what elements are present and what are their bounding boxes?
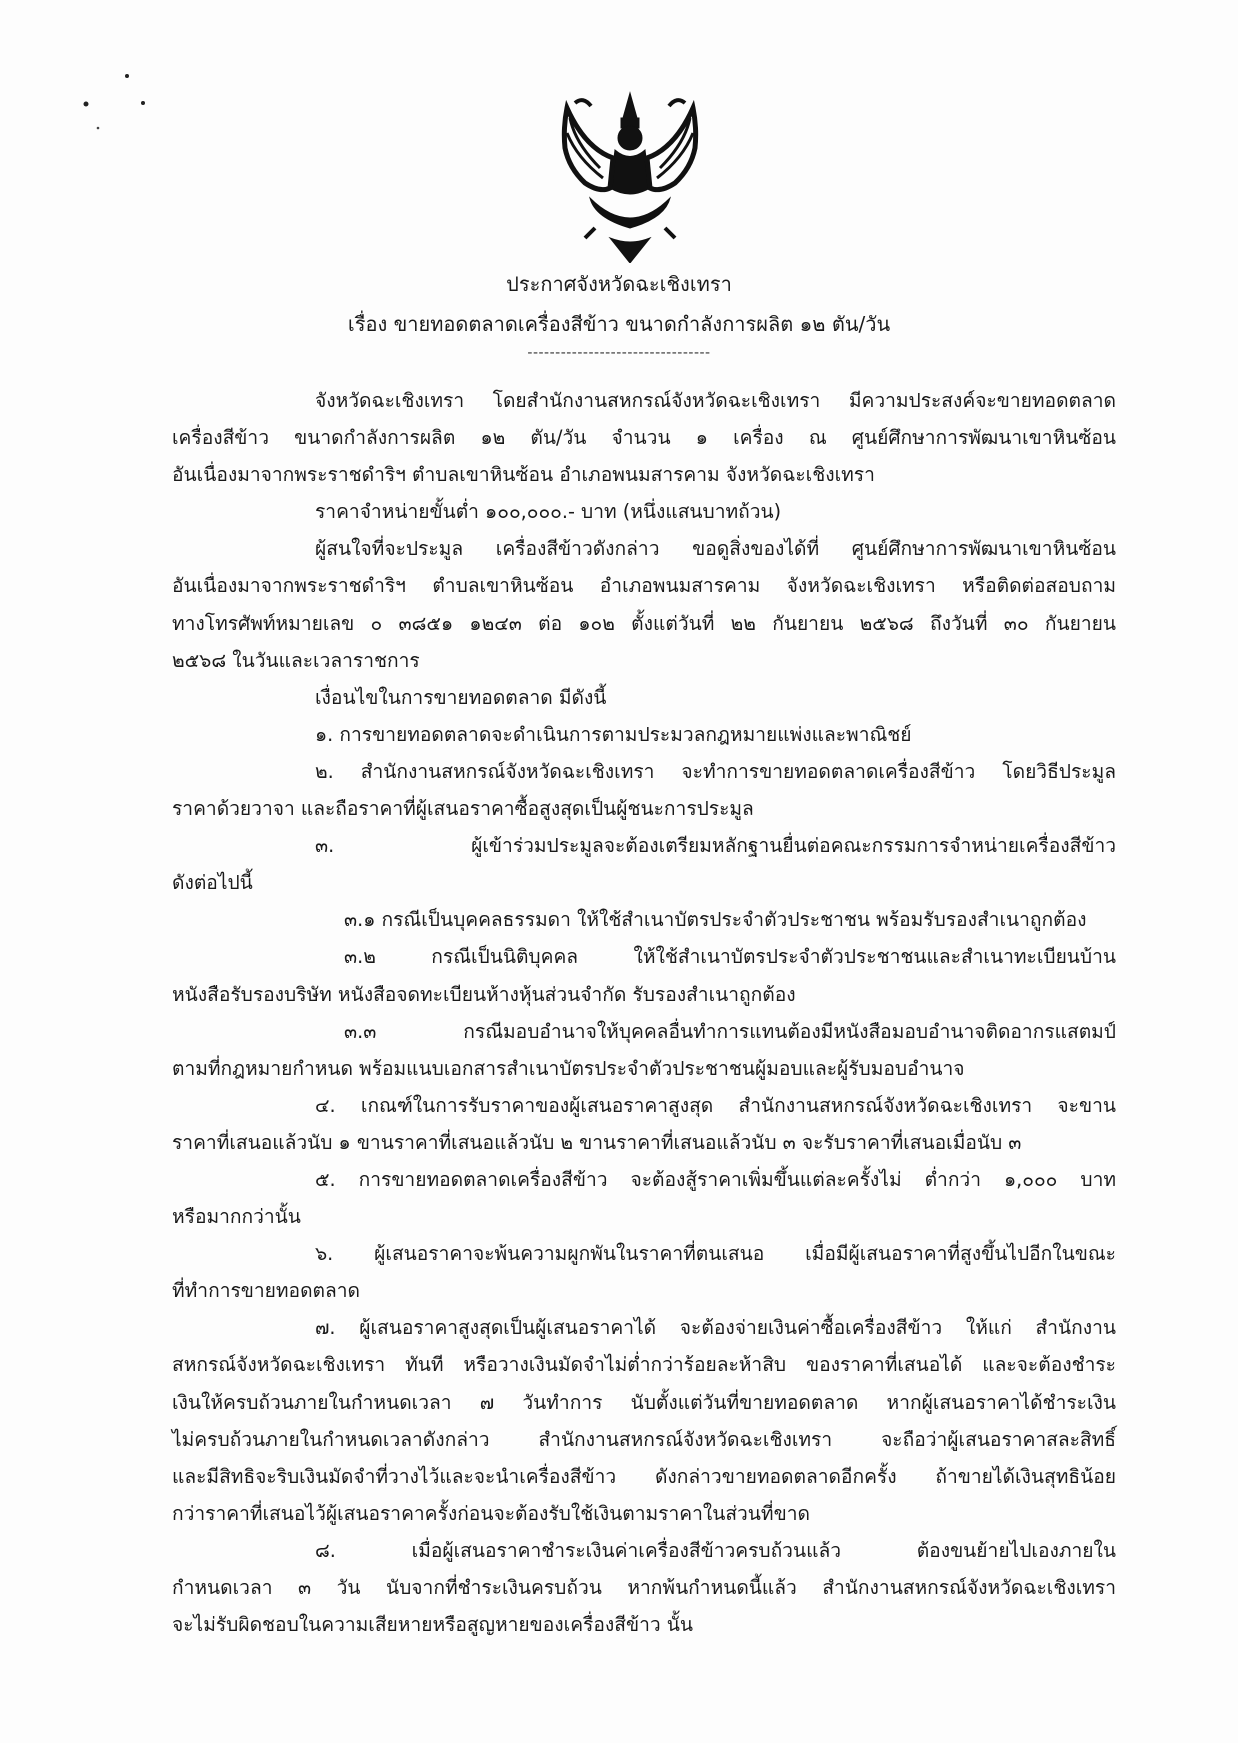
body-line: อันเนื่องมาจากพระราชดำริฯ ตำบลเขาหินซ้อน อำเภอพนมสารคาม จังหวัดฉะเชิงเทรา — [172, 463, 875, 487]
garuda-emblem-icon — [555, 88, 705, 263]
minimum-price: ราคาจำหน่ายขั้นต่ำ ๑๐๐,๐๐๐.- บาท (หนึ่งแสนบาทถ้วน) — [315, 500, 782, 524]
condition-2: ๒. สำนักงานสหกรณ์จังหวัดฉะเชิงเทรา จะทำการขายทอดตลาดเครื่องสีข้าว โดยวิธีประมูล — [315, 759, 1116, 783]
body-line: ผู้สนใจที่จะประมูล เครื่องสีข้าวดังกล่าว ขอดูสิ่งของได้ที่ ศูนย์ศึกษาการพัฒนาเขาหินซ้อน — [315, 537, 1116, 561]
condition-8: ๘. เมื่อผู้เสนอราคาชำระเงินค่าเครื่องสีข้าวครบถ้วนแล้ว ต้องขนย้ายไปเองภายใน — [315, 1538, 1116, 1562]
body-line: จังหวัดฉะเชิงเทรา โดยสำนักงานสหกรณ์จังหวัดฉะเชิงเทรา มีความประสงค์จะขายทอดตลาด — [315, 389, 1116, 412]
body-line: ๒๕๖๘ ในวันและเวลาราชการ — [172, 648, 420, 672]
conditions-heading: เงื่อนไขในการขายทอดตลาด มีดังนี้ — [315, 685, 607, 709]
condition-3-2-cont: หนังสือรับรองบริษัท หนังสือจดทะเบียนห้างหุ้นส่วนจำกัด รับรองสำเนาถูกต้อง — [172, 982, 796, 1006]
condition-3-1: ๓.๑ กรณีเป็นบุคคลธรรมดา ให้ใช้สำเนาบัตรประจำตัวประชาชน พร้อมรับรองสำเนาถูกต้อง — [344, 908, 1087, 932]
condition-4: ๔. เกณฑ์ในการรับราคาของผู้เสนอราคาสูงสุด สำนักงานสหกรณ์จังหวัดฉะเชิงเทรา จะขาน — [315, 1093, 1116, 1117]
body-line: เครื่องสีข้าว ขนาดกำลังการผลิต ๑๒ ตัน/วัน จำนวน ๑ เครื่อง ณ ศูนย์ศึกษาการพัฒนาเขาหินซ้อน — [172, 426, 1116, 450]
body-line: อันเนื่องมาจากพระราชดำริฯ ตำบลเขาหินซ้อน อำเภอพนมสารคาม จังหวัดฉะเชิงเทรา หรือติดต่อสอบถาม — [172, 574, 1116, 598]
condition-6-cont: ที่ทำการขายทอดตลาด — [172, 1279, 360, 1303]
condition-5-cont: หรือมากกว่านั้น — [172, 1205, 301, 1229]
condition-3-3: ๓.๓ กรณีมอบอำนาจให้บุคคลอื่นทำการแทนต้องมีหนังสือมอบอำนาจติดอากรแสตมป์ — [344, 1019, 1116, 1043]
condition-7: ๗. ผู้เสนอราคาสูงสุดเป็นผู้เสนอราคาได้ จะต้องจ่ายเงินค่าซื้อเครื่องสีข้าว ให้แก่ สำนักงาน — [315, 1316, 1116, 1340]
body-line: ทางโทรศัพท์หมายเลข ๐ ๓๘๕๑ ๑๒๔๓ ต่อ ๑๐๒ ตั้งแต่วันที่ ๒๒ กันยายน ๒๕๖๘ ถึงวันที่ ๓๐ กันยายน — [172, 611, 1116, 635]
announcement-title: ประกาศจังหวัดฉะเชิงเทรา — [506, 272, 732, 296]
condition-7-cont: และมีสิทธิจะริบเงินมัดจำที่วางไว้และจะนำเครื่องสีข้าว ดังกล่าวขายทอดตลาดอีกครั้ง ถ้าขายได้เงินสุทธิน้อย — [172, 1464, 1116, 1488]
condition-3-cont: ดังต่อไปนี้ — [172, 871, 253, 895]
condition-1: ๑. การขายทอดตลาดจะดำเนินการตามประมวลกฎหมายแพ่งและพาณิชย์ — [315, 722, 912, 746]
condition-4-cont: ราคาที่เสนอแล้วนับ ๑ ขานราคาที่เสนอแล้วนับ ๒ ขานราคาที่เสนอแล้วนับ ๓ จะรับราคาที่เสนอเมื่อนับ ๓ — [172, 1130, 1022, 1154]
header-divider: --------------------------------- — [527, 345, 711, 361]
condition-7-cont: เงินให้ครบถ้วนภายในกำหนดเวลา ๗ วันทำการ นับตั้งแต่วันที่ขายทอดตลาด หากผู้เสนอราคาได้ชำระเงิน — [172, 1390, 1116, 1414]
announcement-subject: เรื่อง ขายทอดตลาดเครื่องสีข้าว ขนาดกำลังการผลิต ๑๒ ตัน/วัน — [347, 312, 891, 336]
condition-2-cont: ราคาด้วยวาจา และถือราคาที่ผู้เสนอราคาซื้อสูงสุดเป็นผู้ชนะการประมูล — [172, 797, 754, 821]
condition-3-3-cont: ตามที่กฎหมายกำหนด พร้อมแนบเอกสารสำเนาบัตรประจำตัวประชาชนผู้มอบและผู้รับมอบอำนาจ — [172, 1056, 965, 1080]
condition-8-cont: จะไม่รับผิดชอบในความเสียหายหรือสูญหายของเครื่องสีข้าว นั้น — [172, 1613, 693, 1637]
condition-6: ๖. ผู้เสนอราคาจะพ้นความผูกพันในราคาที่ตนเสนอ เมื่อมีผู้เสนอราคาที่สูงขึ้นไปอีกในขณะ — [315, 1242, 1116, 1266]
announcement-body — [172, 382, 1116, 1643]
condition-7-cont: กว่าราคาที่เสนอไว้ผู้เสนอราคาครั้งก่อนจะต้องรับใช้เงินตามราคาในส่วนที่ขาด — [172, 1501, 810, 1525]
condition-5: ๕. การขายทอดตลาดเครื่องสีข้าว จะต้องสู้ราคาเพิ่มขึ้นแต่ละครั้งไม่ ต่ำกว่า ๑,๐๐๐ บาท — [315, 1167, 1116, 1191]
scan-artifact-marks — [0, 0, 200, 160]
condition-7-cont: สหกรณ์จังหวัดฉะเชิงเทรา ทันที หรือวางเงินมัดจำไม่ต่ำกว่าร้อยละห้าสิบ ของราคาที่เสนอได้ และจะต้องชำระ — [172, 1353, 1116, 1377]
condition-7-cont: ไม่ครบถ้วนภายในกำหนดเวลาดังกล่าว สำนักงานสหกรณ์จังหวัดฉะเชิงเทรา จะถือว่าผู้เสนอราคาสละสิทธิ์ — [172, 1427, 1116, 1451]
condition-3-2: ๓.๒ กรณีเป็นนิติบุคคล ให้ใช้สำเนาบัตรประจำตัวประชาชนและสำเนาทะเบียนบ้าน — [344, 945, 1116, 969]
condition-3: ๓. ผู้เข้าร่วมประมูลจะต้องเตรียมหลักฐานยื่นต่อคณะกรรมการจำหน่ายเครื่องสีข้าว — [315, 834, 1116, 858]
condition-8-cont: กำหนดเวลา ๓ วัน นับจากที่ชำระเงินครบถ้วน หากพ้นกำหนดนี้แล้ว สำนักงานสหกรณ์จังหวัดฉะเชิงเทรา — [172, 1576, 1116, 1599]
